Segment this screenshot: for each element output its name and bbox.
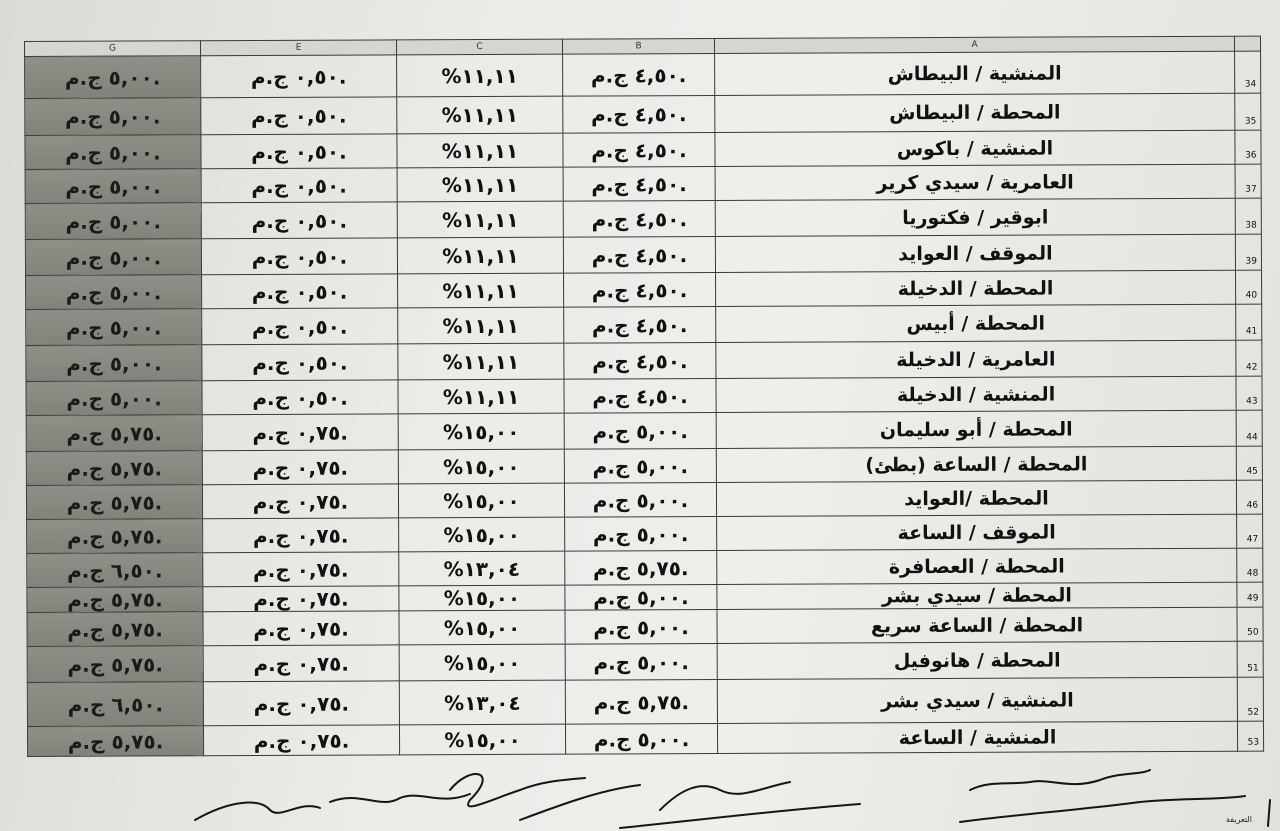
fare-table bbox=[24, 36, 1264, 757]
table-row bbox=[25, 130, 1261, 169]
fare-after-cell[interactable]: ٥,٧٥ ج.م. bbox=[27, 646, 203, 683]
current-fare-cell[interactable]: ٥,٠٠ ج.م. bbox=[564, 482, 716, 517]
fare-after-cell[interactable]: ٦,٥٠ ج.م. bbox=[27, 553, 203, 588]
row-number-cell[interactable]: 39 bbox=[1235, 234, 1261, 270]
current-fare-cell[interactable]: ٥,٠٠ ج.م. bbox=[565, 643, 717, 680]
current-fare-cell[interactable]: ٤,٥٠ ج.م. bbox=[563, 95, 715, 133]
row-number-cell[interactable]: 51 bbox=[1237, 641, 1263, 677]
route-cell[interactable]: المحطة / أبو سليمان bbox=[716, 410, 1236, 448]
current-fare-cell[interactable]: ٥,٧٥ ج.م. bbox=[565, 550, 717, 585]
current-fare-cell[interactable]: ٥,٠٠ ج.م. bbox=[565, 516, 717, 551]
increase-percent-cell[interactable]: %١١,١١ bbox=[398, 379, 564, 414]
table-row bbox=[27, 548, 1263, 587]
route-cell[interactable]: العامرية / الدخيلة bbox=[716, 340, 1236, 378]
row-number-cell[interactable]: 38 bbox=[1235, 198, 1261, 234]
fare-after-cell[interactable]: ٥,٠٠ ج.م. bbox=[26, 381, 202, 416]
fare-after-cell[interactable]: ٥,٧٥ ج.م. bbox=[27, 612, 203, 647]
current-fare-cell[interactable]: ٤,٥٠ ج.م. bbox=[564, 272, 716, 307]
fare-after-cell[interactable]: ٥,٧٥ ج.م. bbox=[27, 519, 203, 554]
fare-spreadsheet bbox=[24, 36, 1263, 777]
table-body bbox=[25, 51, 1264, 756]
fare-after-cell[interactable]: ٥,٧٥ ج.م. bbox=[26, 415, 202, 452]
increase-amount-cell[interactable]: ٠,٧٥ ج.م. bbox=[203, 552, 399, 587]
row-number-cell[interactable]: 37 bbox=[1235, 164, 1261, 198]
increase-percent-cell[interactable]: %١١,١١ bbox=[398, 343, 564, 380]
column-header-a[interactable]: A bbox=[714, 36, 1234, 53]
signatures bbox=[0, 760, 1280, 831]
column-header-g[interactable]: G bbox=[25, 41, 201, 57]
table-row bbox=[27, 514, 1263, 553]
increase-percent-cell[interactable]: %١٥,٠٠ bbox=[399, 585, 565, 611]
table-row bbox=[26, 304, 1262, 345]
route-cell[interactable]: المنشية / الدخيلة bbox=[716, 376, 1236, 412]
increase-amount-cell[interactable]: ٠,٧٥ ج.م. bbox=[203, 586, 399, 612]
row-number-cell[interactable]: 43 bbox=[1236, 376, 1262, 410]
fare-after-cell[interactable]: ٥,٠٠ ج.م. bbox=[25, 239, 201, 276]
increase-amount-cell[interactable]: ٠,٥٠ ج.م. bbox=[201, 168, 397, 203]
increase-percent-cell[interactable]: %١٥,٠٠ bbox=[399, 517, 565, 552]
fare-after-cell[interactable]: ٥,٠٠ ج.م. bbox=[25, 203, 201, 240]
row-number-cell[interactable]: 40 bbox=[1236, 270, 1262, 304]
fare-after-cell[interactable]: ٥,٠٠ ج.م. bbox=[25, 135, 201, 170]
table-row bbox=[27, 721, 1263, 756]
increase-percent-cell[interactable]: %١١,١١ bbox=[397, 133, 563, 168]
increase-amount-cell[interactable]: ٠,٥٠ ج.م. bbox=[201, 134, 397, 169]
table-row bbox=[25, 51, 1261, 98]
route-cell[interactable]: المحطة /العوايد bbox=[716, 480, 1236, 516]
current-fare-cell[interactable]: ٤,٥٠ ج.م. bbox=[564, 306, 716, 343]
route-cell[interactable]: ابوقير / فكتوريا bbox=[715, 198, 1235, 236]
route-cell[interactable]: الموقف / العوايد bbox=[715, 234, 1235, 272]
increase-percent-cell[interactable]: %١٥,٠٠ bbox=[399, 724, 565, 755]
route-cell[interactable]: المحطة / هانوفيل bbox=[717, 641, 1237, 679]
table-row bbox=[27, 641, 1263, 682]
increase-amount-cell[interactable]: ٠,٧٥ ج.م. bbox=[203, 611, 399, 646]
route-cell[interactable]: المنشية / الساعة bbox=[717, 721, 1237, 753]
increase-percent-cell[interactable]: %١١,١١ bbox=[397, 201, 563, 238]
current-fare-cell[interactable]: ٤,٥٠ ج.م. bbox=[564, 378, 716, 413]
route-cell[interactable]: المحطة / الساعة سريع bbox=[717, 607, 1237, 643]
column-header-b[interactable]: B bbox=[562, 38, 714, 54]
route-cell[interactable]: المحطة / أبيس bbox=[716, 304, 1236, 342]
route-cell[interactable]: المحطة / العصافرة bbox=[717, 548, 1237, 584]
corner-cell[interactable] bbox=[1234, 36, 1260, 51]
row-number-cell[interactable]: 53 bbox=[1237, 721, 1263, 751]
table-row bbox=[26, 480, 1262, 519]
fare-after-cell[interactable]: ٥,٠٠ ج.م. bbox=[25, 98, 201, 136]
row-number-cell[interactable]: 36 bbox=[1235, 130, 1261, 164]
fare-after-cell[interactable]: ٥,٠٠ ج.م. bbox=[25, 169, 201, 204]
table-row bbox=[26, 446, 1262, 485]
current-fare-cell[interactable]: ٤,٥٠ ج.م. bbox=[564, 342, 716, 379]
table-row bbox=[26, 376, 1262, 415]
increase-amount-cell[interactable]: ٠,٧٥ ج.م. bbox=[202, 450, 398, 485]
column-header-e[interactable]: E bbox=[201, 40, 397, 56]
increase-percent-cell[interactable]: %١٥,٠٠ bbox=[399, 644, 565, 681]
footer-label: التعريفة bbox=[1226, 815, 1252, 824]
current-fare-cell[interactable]: ٥,٠٠ ج.م. bbox=[565, 584, 717, 610]
increase-percent-cell[interactable]: %١١,١١ bbox=[398, 307, 564, 344]
fare-after-cell[interactable]: ٥,٠٠ ج.م. bbox=[26, 309, 202, 346]
row-number-cell[interactable]: 46 bbox=[1236, 480, 1262, 514]
increase-amount-cell[interactable]: ٠,٥٠ ج.م. bbox=[202, 274, 398, 309]
increase-amount-cell[interactable]: ٠,٧٥ ج.م. bbox=[202, 484, 398, 519]
route-cell[interactable]: المحطة / البيطاش bbox=[715, 93, 1235, 132]
table-row bbox=[25, 198, 1261, 239]
increase-percent-cell[interactable]: %١٥,٠٠ bbox=[398, 449, 564, 484]
increase-amount-cell[interactable]: ٠,٥٠ ج.م. bbox=[201, 238, 397, 275]
increase-amount-cell[interactable]: ٠,٥٠ ج.م. bbox=[201, 55, 397, 98]
increase-amount-cell[interactable]: ٠,٧٥ ج.م. bbox=[203, 645, 399, 682]
fare-after-cell[interactable]: ٥,٧٥ ج.م. bbox=[26, 485, 202, 520]
increase-percent-cell[interactable]: %١٥,٠٠ bbox=[398, 483, 564, 518]
route-cell[interactable]: المحطة / الدخيلة bbox=[716, 270, 1236, 306]
increase-percent-cell[interactable]: %١١,١١ bbox=[398, 273, 564, 308]
column-header-c[interactable]: C bbox=[396, 39, 562, 55]
current-fare-cell[interactable]: ٤,٥٠ ج.م. bbox=[563, 132, 715, 167]
fare-after-cell[interactable]: ٥,٧٥ ج.م. bbox=[26, 451, 202, 486]
current-fare-cell[interactable]: ٤,٥٠ ج.م. bbox=[563, 236, 715, 273]
table-row bbox=[25, 93, 1261, 135]
increase-percent-cell[interactable]: %١١,١١ bbox=[397, 54, 563, 97]
increase-amount-cell[interactable]: ٠,٥٠ ج.م. bbox=[202, 308, 398, 345]
row-number-cell[interactable]: 50 bbox=[1237, 607, 1263, 641]
route-cell[interactable]: المحطة / الساعة (بطئ) bbox=[716, 446, 1236, 482]
route-cell[interactable]: الموقف / الساعة bbox=[717, 514, 1237, 550]
increase-amount-cell[interactable]: ٠,٥٠ ج.م. bbox=[201, 97, 397, 135]
current-fare-cell[interactable]: ٥,٠٠ ج.م. bbox=[565, 723, 717, 754]
increase-percent-cell[interactable]: %١١,١١ bbox=[397, 167, 563, 202]
route-cell[interactable]: المحطة / سيدي بشر bbox=[717, 582, 1237, 609]
current-fare-cell[interactable]: ٥,٠٠ ج.م. bbox=[564, 448, 716, 483]
increase-amount-cell[interactable]: ٠,٧٥ ج.م. bbox=[203, 518, 399, 553]
increase-amount-cell[interactable]: ٠,٧٥ ج.م. bbox=[203, 725, 399, 756]
route-cell[interactable]: المنشية / البيطاش bbox=[715, 51, 1235, 95]
route-cell[interactable]: المنشية / سيدي بشر bbox=[717, 677, 1237, 723]
fare-after-cell[interactable]: ٥,٠٠ ج.م. bbox=[26, 345, 202, 382]
fare-after-cell[interactable]: ٥,٠٠ ج.م. bbox=[25, 56, 201, 99]
table-row bbox=[27, 677, 1263, 726]
current-fare-cell[interactable]: ٤,٥٠ ج.م. bbox=[563, 200, 715, 237]
increase-amount-cell[interactable]: ٠,٧٥ ج.م. bbox=[202, 414, 398, 451]
increase-percent-cell[interactable]: %١٣,٠٤ bbox=[399, 680, 565, 725]
table-row bbox=[25, 234, 1261, 275]
current-fare-cell[interactable]: ٥,٧٥ ج.م. bbox=[565, 679, 717, 724]
row-number-cell[interactable]: 52 bbox=[1237, 677, 1263, 721]
current-fare-cell[interactable]: ٤,٥٠ ج.م. bbox=[563, 53, 715, 96]
increase-percent-cell[interactable]: %١٥,٠٠ bbox=[399, 610, 565, 645]
row-number-cell[interactable]: 45 bbox=[1236, 446, 1262, 480]
row-number-cell[interactable]: 42 bbox=[1236, 340, 1262, 376]
row-number-cell[interactable]: 47 bbox=[1237, 514, 1263, 548]
route-cell[interactable]: العامرية / سيدي كرير bbox=[715, 164, 1235, 200]
row-number-cell[interactable]: 49 bbox=[1237, 582, 1263, 607]
increase-amount-cell[interactable]: ٠,٥٠ ج.م. bbox=[202, 380, 398, 415]
increase-percent-cell[interactable]: %١١,١١ bbox=[397, 96, 563, 134]
current-fare-cell[interactable]: ٤,٥٠ ج.م. bbox=[563, 166, 715, 201]
row-number-cell[interactable]: 35 bbox=[1235, 93, 1261, 130]
increase-amount-cell[interactable]: ٠,٧٥ ج.م. bbox=[203, 681, 399, 726]
route-cell[interactable]: المنشية / باكوس bbox=[715, 130, 1235, 166]
fare-after-cell[interactable]: ٥,٧٥ ج.م. bbox=[27, 587, 203, 613]
increase-percent-cell[interactable]: %١٥,٠٠ bbox=[398, 413, 564, 450]
fare-after-cell[interactable]: ٦,٥٠ ج.م. bbox=[27, 682, 203, 727]
increase-percent-cell[interactable]: %١٣,٠٤ bbox=[399, 551, 565, 586]
row-number-cell[interactable]: 48 bbox=[1237, 548, 1263, 582]
row-number-cell[interactable]: 34 bbox=[1235, 51, 1261, 93]
table-row bbox=[26, 340, 1262, 381]
increase-percent-cell[interactable]: %١١,١١ bbox=[397, 237, 563, 274]
table-row bbox=[27, 607, 1263, 646]
current-fare-cell[interactable]: ٥,٠٠ ج.م. bbox=[564, 412, 716, 449]
increase-amount-cell[interactable]: ٠,٥٠ ج.م. bbox=[201, 202, 397, 239]
table-row bbox=[26, 410, 1262, 451]
row-number-cell[interactable]: 41 bbox=[1236, 304, 1262, 340]
table-row bbox=[25, 164, 1261, 203]
row-number-cell[interactable]: 44 bbox=[1236, 410, 1262, 446]
fare-after-cell[interactable]: ٥,٠٠ ج.م. bbox=[26, 275, 202, 310]
increase-amount-cell[interactable]: ٠,٥٠ ج.م. bbox=[202, 344, 398, 381]
fare-after-cell[interactable]: ٥,٧٥ ج.م. bbox=[27, 726, 203, 757]
current-fare-cell[interactable]: ٥,٠٠ ج.م. bbox=[565, 609, 717, 644]
table-row bbox=[26, 270, 1262, 309]
